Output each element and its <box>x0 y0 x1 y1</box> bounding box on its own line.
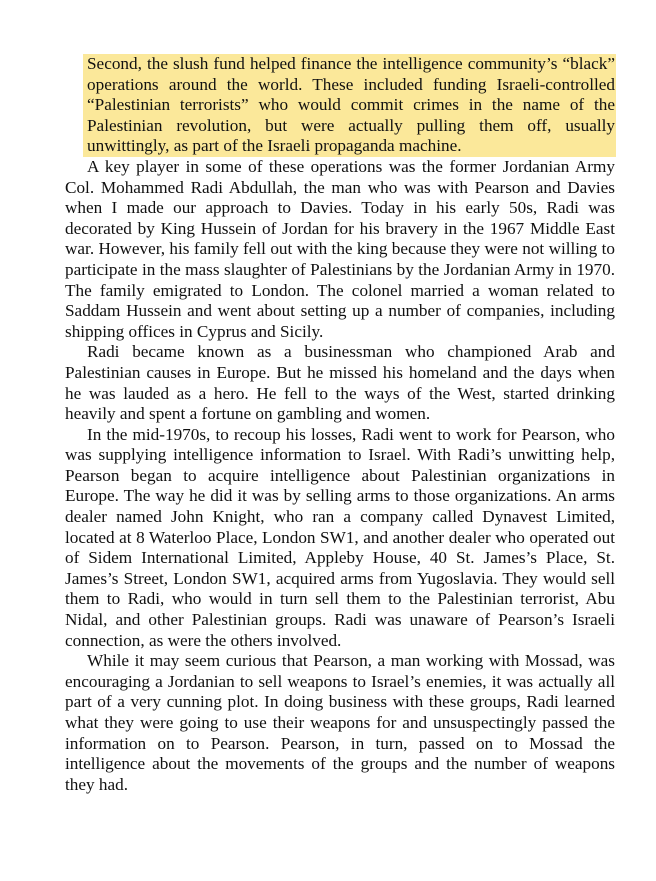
highlighted-passage <box>83 54 616 157</box>
paragraph-1: Second, the slush fund helped finance the intelligence community’s “black” operations around the world. These included funding Israeli-controlled “Palestinian terrorists” who would commit crimes in the name of the Palestinian revolution, but were actually pulling them off, usually unwittingly, as part of the Israeli propaganda machine. <box>87 54 615 156</box>
paragraph-3: Radi became known as a businessman who championed Arab and Palestinian causes in Europe. But he missed his homeland and the days when he was lauded as a hero. He fell to the ways of the West, started drinking heavily and spent a fortune on gambling and women. <box>65 342 615 424</box>
document-page <box>65 54 615 795</box>
paragraph-2: A key player in some of these operations was the former Jordanian Army Col. Mohammed Radi Abdullah, the man who was with Pearson and Davies when I made our approach to Davies. Today in his early 50s, Radi was decorated by King Hussein of Jordan for his bravery in the 1967 Middle East war. However, his family fell out with the king because they were not willing to participate in the mass slaughter of Palestinians by the Jordanian Army in 1970. The family emigrated to London. The colonel married a woman related to Saddam Hussein and went about setting up a number of companies, including shipping offices in Cyprus and Sicily. <box>65 156 615 341</box>
paragraph-5: While it may seem curious that Pearson, a man working with Mossad, was encouraging a Jordanian to sell weapons to Israel’s enemies, it was actually all part of a very cunning plot. In doing business with these groups, Radi learned what they were going to use their weapons for and unsuspectingly passed the information on to Pearson. Pearson, in turn, passed on to Mossad the intelligence about the movements of the groups and the number of weapons they had. <box>65 651 615 794</box>
paragraph-4: In the mid-1970s, to recoup his losses, Radi went to work for Pearson, who was supplying intelligence information to Israel. With Radi’s unwitting help, Pearson began to acquire intelligence about Palestinian organizations in Europe. The way he did it was by selling arms to those organizations. An arms dealer named John Knight, who ran a company called Dynavest Limited, located at 8 Waterloo Place, London SW1, and another dealer who operated out of Sidem International Limited, Appleby House, 40 St. James’s Place, St. James’s Street, London SW1, acquired arms from Yugoslavia. They would sell them to Radi, who would in turn sell them to the Palestinian terrorist, Abu Nidal, and other Palestinian groups. Radi was unaware of Pearson’s Israeli connection, as were the others involved. <box>65 424 615 650</box>
